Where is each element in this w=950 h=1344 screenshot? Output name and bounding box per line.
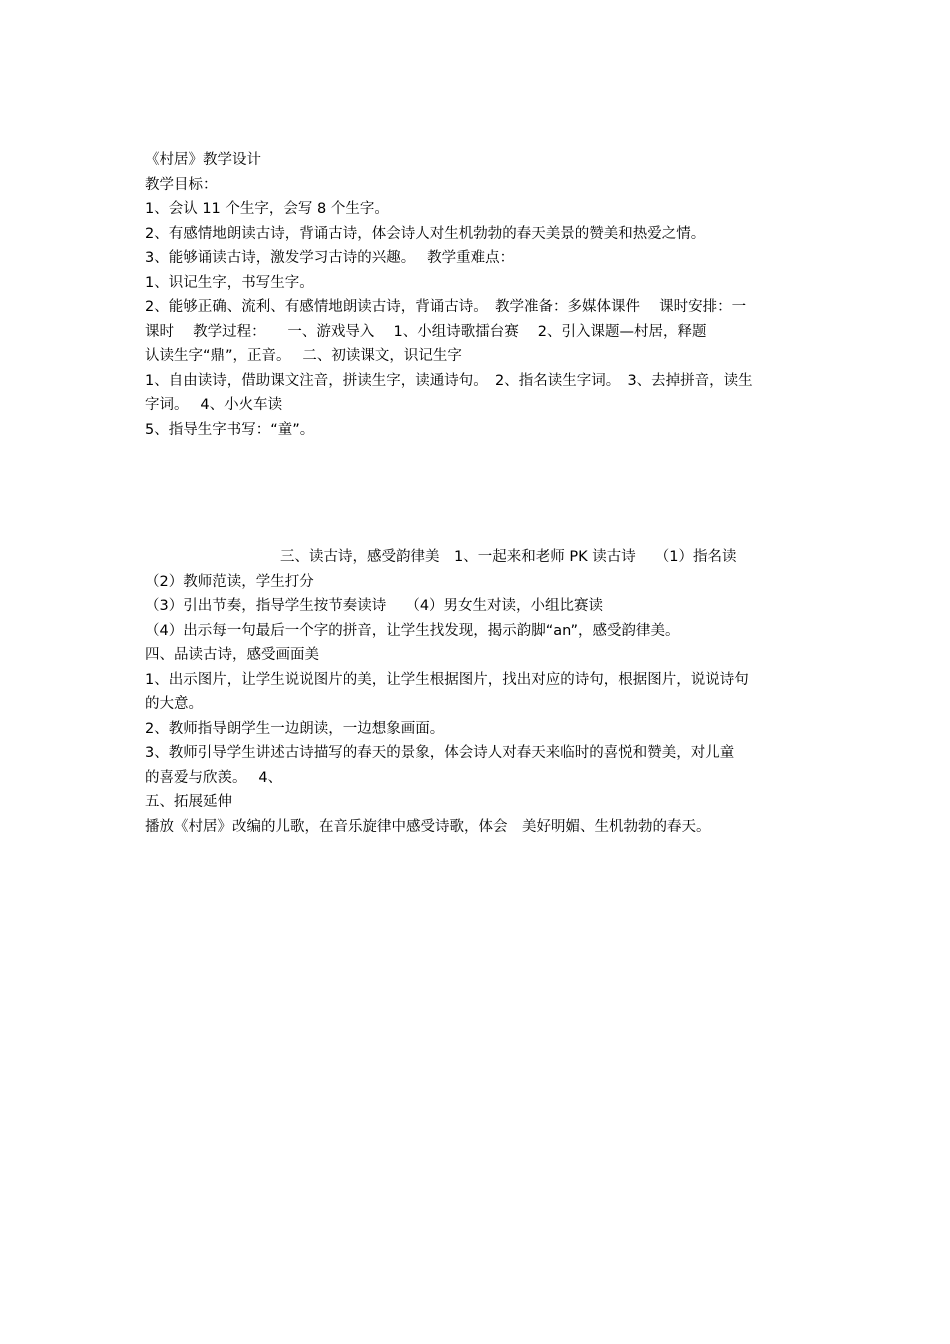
lesson-plan-part-two [145, 545, 810, 839]
text-line: 字词。 4、小火车读 [145, 397, 283, 413]
text-line: （4）出示每一句最后一个字的拼音，让学生找发现，揭示韵脚“an”，感受韵律美。 [145, 622, 680, 639]
text-line: 1、识记生字，书写生字。 [145, 274, 314, 291]
section-five-heading: 五、拓展延伸 [145, 794, 232, 810]
lesson-plan-part-one [145, 148, 810, 442]
section-four-heading: 四、品读古诗，感受画面美 [145, 647, 319, 663]
text-line: 1、会认 11 个生字，会写 8 个生字。 [145, 201, 389, 217]
text-line: 5、指导生字书写：“童”。 [145, 421, 315, 438]
text-line: （2）教师范读，学生打分 [145, 573, 314, 590]
text-line: 播放《村居》改编的儿歌，在音乐旋律中感受诗歌，体会 美好明媚、生机勃勃的春天。 [145, 818, 711, 835]
text-line: 2、有感情地朗读古诗，背诵古诗，体会诗人对生机勃勃的春天美景的赞美和热爱之情。 [145, 225, 706, 242]
text-line: 2、教师指导朗学生一边朗读，一边想象画面。 [145, 720, 445, 737]
text-line: 3、能够诵读古诗，激发学习古诗的兴趣。 教学重难点： [145, 250, 515, 266]
text-line: （3）引出节奏，指导学生按节奏读诗 （4）男女生对读，小组比赛读 [145, 598, 604, 614]
section-three-heading: 三、读古诗，感受韵律美 1、一起来和老师 PK 读古诗 （1）指名读 [280, 549, 737, 565]
objectives-heading: 教学目标： [145, 176, 218, 193]
text-line: 的大意。 [145, 696, 203, 712]
text-line: 3、教师引导学生讲述古诗描写的春天的景象，体会诗人对春天来临时的喜悦和赞美，对儿童 [145, 745, 735, 761]
text-line: 课时 教学过程： 一、游戏导入 1、小组诗歌擂台赛 2、引入课题—村居，释题 [145, 323, 707, 340]
text-line: 的喜爱与欣羡。 4、 [145, 769, 283, 786]
text-line: 1、出示图片，让学生说说图片的美，让学生根据图片，找出对应的诗句，根据图片，说说诗句 [145, 671, 749, 688]
text-line: 2、能够正确、流利、有感情地朗读古诗，背诵古诗。 教学准备：多媒体课件 课时安排：一 [145, 299, 747, 315]
document-title: 《村居》教学设计 [145, 152, 261, 168]
text-line: 1、自由读诗，借助课文注音，拼读生字，读通诗句。 2、指名读生字词。 3、去掉拼音，读生 [145, 372, 753, 389]
text-line: 认读生字“鼎”，正音。 二、初读课文，识记生字 [145, 348, 462, 364]
